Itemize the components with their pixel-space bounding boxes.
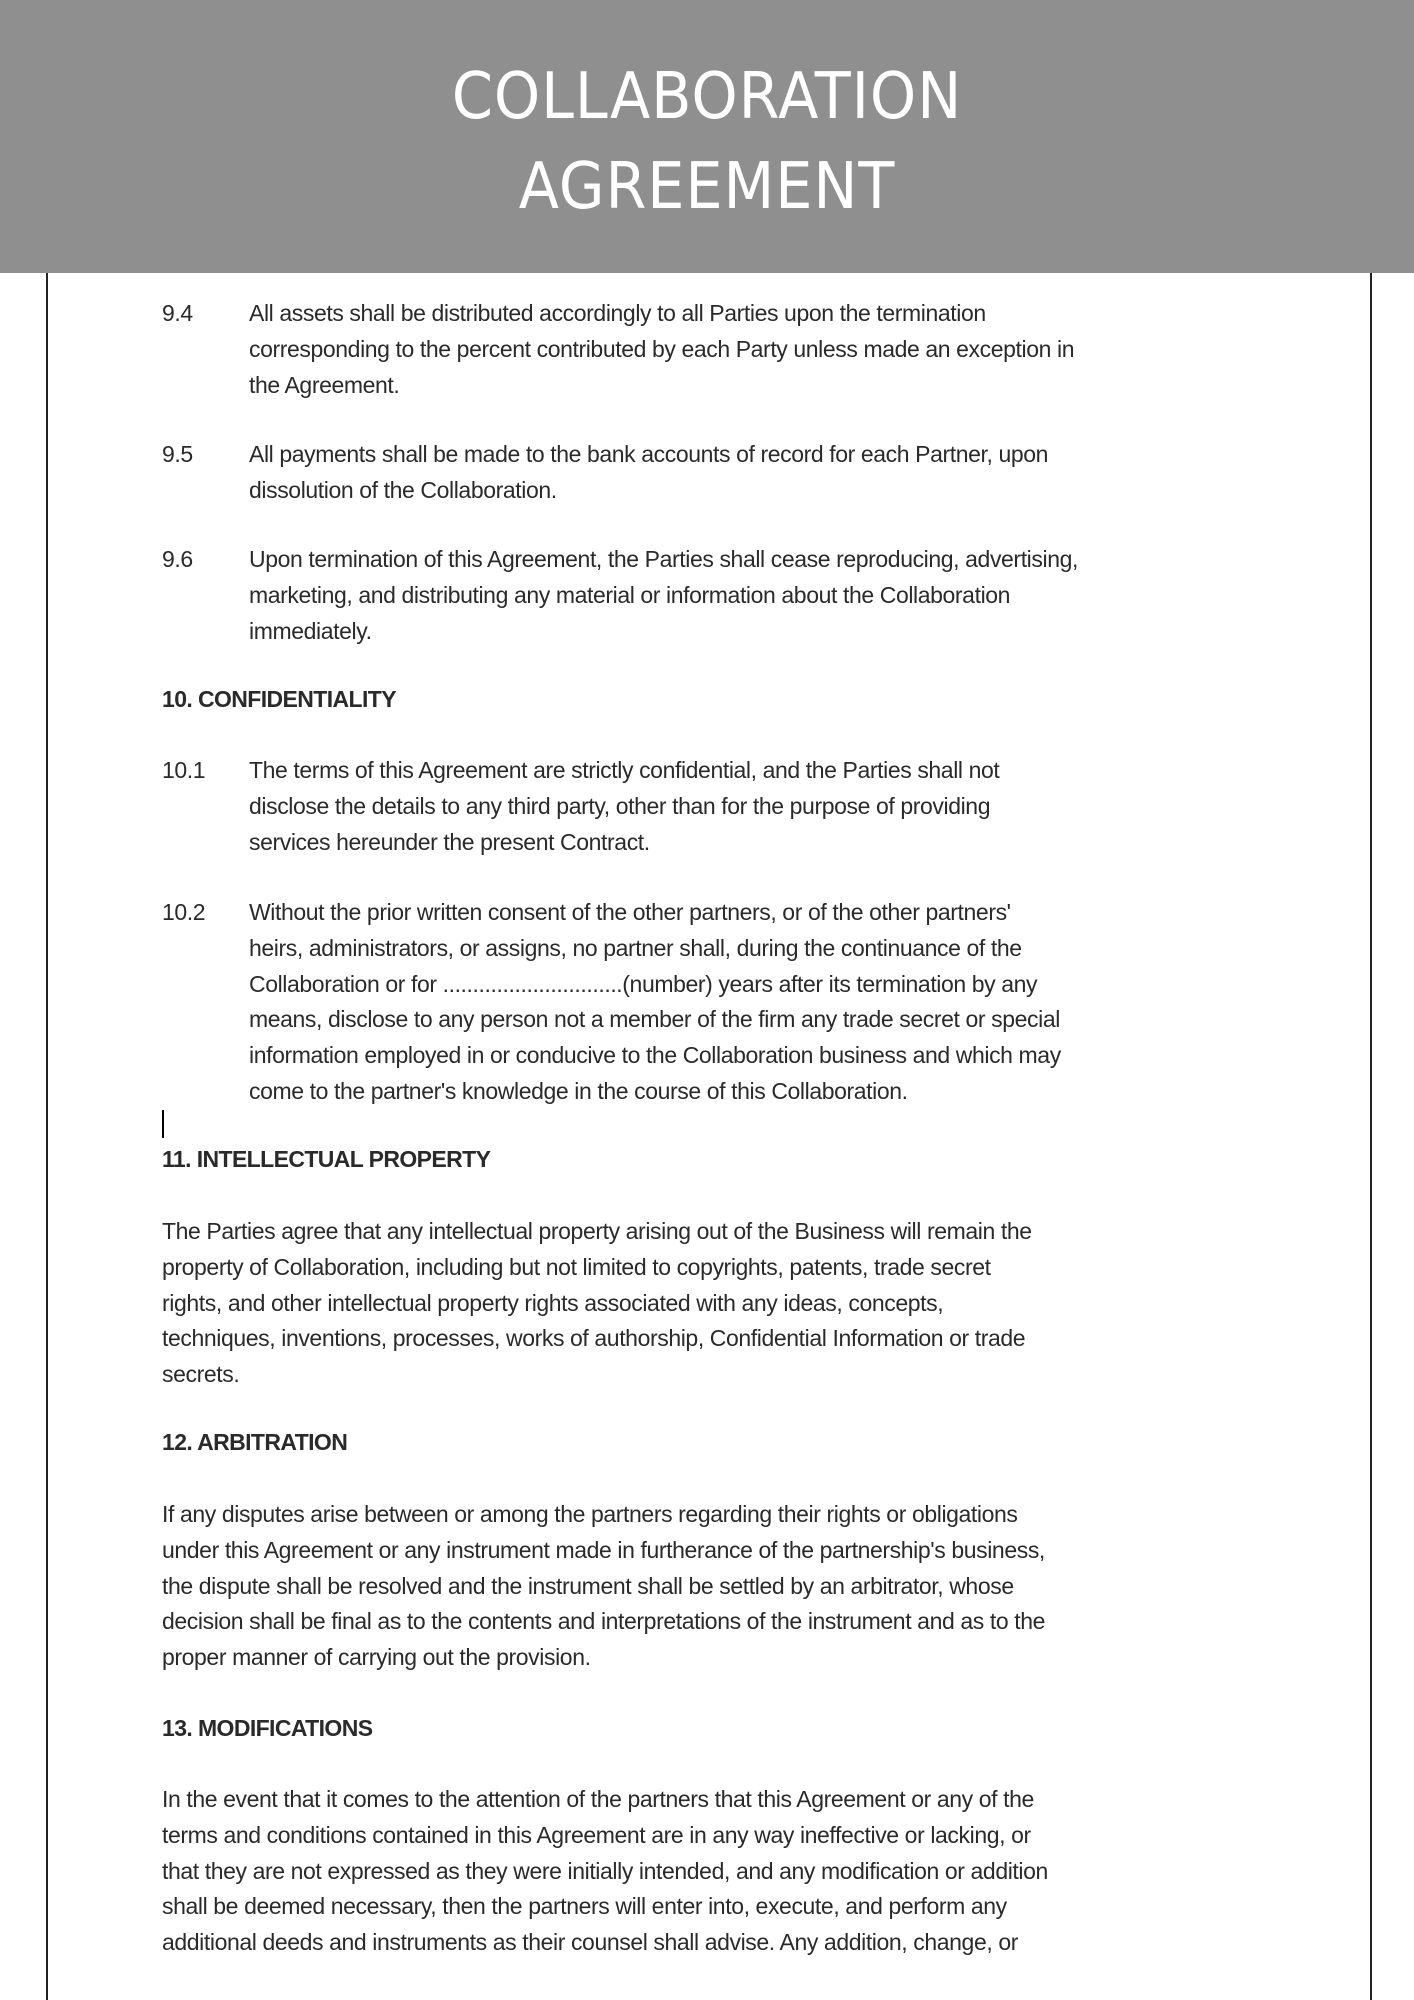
clause-number: 9.6 xyxy=(162,546,193,572)
text-line: additional deeds and instruments as their counsel shall advise. Any addition, change, or xyxy=(162,1929,1018,1956)
clause-text xyxy=(249,296,1074,403)
text-line: disclose the details to any third party, other than for the purpose of providing xyxy=(249,792,991,819)
text-line: under this Agreement or any instrument made in furtherance of the partnership's business, xyxy=(162,1536,1045,1563)
text-line: marketing, and distributing any material or information about the Collaboration xyxy=(249,581,1011,608)
text-line: services hereunder the present Contract. xyxy=(249,828,650,855)
text-line: The terms of this Agreement are strictly confidential, and the Parties shall not xyxy=(249,757,1000,783)
text-line: Without the prior written consent of the other partners, or of the other partners' xyxy=(249,899,1011,925)
text-line: rights, and other intellectual property rights associated with any ideas, concepts, xyxy=(162,1289,944,1316)
paragraph xyxy=(162,1214,1032,1393)
page-right-border xyxy=(1370,273,1372,2000)
document-title-line-2: AGREEMENT xyxy=(518,150,896,224)
clause-text xyxy=(249,895,1061,1110)
text-line: Upon termination of this Agreement, the Parties shall cease reproducing, advertising, xyxy=(249,546,1078,572)
text-line: information employed in or conducive to the Collaboration business and which may xyxy=(249,1042,1061,1069)
text-line: If any disputes arise between or among the partners regarding their rights or obligations xyxy=(162,1501,1018,1527)
text-line: secrets. xyxy=(162,1361,240,1388)
clause-number: 10.2 xyxy=(162,899,206,925)
clause-text xyxy=(249,437,1048,509)
text-line: come to the partner's knowledge in the course of this Collaboration. xyxy=(249,1077,908,1104)
text-line: All assets shall be distributed accordingly to all Parties upon the termination xyxy=(249,300,986,326)
text-line: dissolution of the Collaboration. xyxy=(249,476,557,503)
text-line: corresponding to the percent contributed by each Party unless made an exception in xyxy=(249,335,1075,362)
text-line: that they are not expressed as they were initially intended, and any modification or addition xyxy=(162,1857,1048,1884)
text-cursor xyxy=(162,1110,164,1138)
section-heading: 13. MODIFICATIONS xyxy=(162,1715,373,1741)
title-banner xyxy=(0,0,1414,273)
text-line: the Agreement. xyxy=(249,371,400,398)
clause-text xyxy=(249,542,1078,649)
page-left-border xyxy=(46,273,48,2000)
section-heading: 11. INTELLECTUAL PROPERTY xyxy=(162,1146,491,1172)
text-line: immediately. xyxy=(249,617,372,644)
clause-number: 9.4 xyxy=(162,300,193,326)
text-line: means, disclose to any person not a member of the firm any trade secret or special xyxy=(249,1006,1060,1033)
clause-number: 10.1 xyxy=(162,757,206,783)
clause-number: 9.5 xyxy=(162,441,193,467)
text-line: heirs, administrators, or assigns, no partner shall, during the continuance of the xyxy=(249,934,1022,961)
text-line: Collaboration or for ..............................(number) years after its termination by any xyxy=(249,970,1038,997)
text-line: The Parties agree that any intellectual property arising out of the Business will remain the xyxy=(162,1218,1032,1244)
text-line: terms and conditions contained in this Agreement are in any way ineffective or lacking, or xyxy=(162,1821,1031,1848)
text-line: In the event that it comes to the attention of the partners that this Agreement or any of the xyxy=(162,1786,1034,1812)
section-heading: 10. CONFIDENTIALITY xyxy=(162,686,396,712)
text-line: decision shall be final as to the contents and interpretations of the instrument and as to the xyxy=(162,1608,1045,1635)
clause-text xyxy=(249,753,999,860)
text-line: shall be deemed necessary, then the partners will enter into, execute, and perform any xyxy=(162,1893,1007,1920)
document-title-line-1: COLLABORATION xyxy=(451,60,963,134)
paragraph xyxy=(162,1782,1048,1961)
text-line: proper manner of carrying out the provision. xyxy=(162,1644,591,1671)
text-line: All payments shall be made to the bank accounts of record for each Partner, upon xyxy=(249,441,1049,467)
paragraph xyxy=(162,1497,1045,1676)
text-line: techniques, inventions, processes, works of authorship, Confidential Information or trade xyxy=(162,1325,1026,1352)
text-line: the dispute shall be resolved and the instrument shall be settled by an arbitrator, whose xyxy=(162,1572,1014,1599)
section-heading: 12. ARBITRATION xyxy=(162,1429,348,1455)
text-line: property of Collaboration, including but not limited to copyrights, patents, trade secret xyxy=(162,1253,991,1280)
